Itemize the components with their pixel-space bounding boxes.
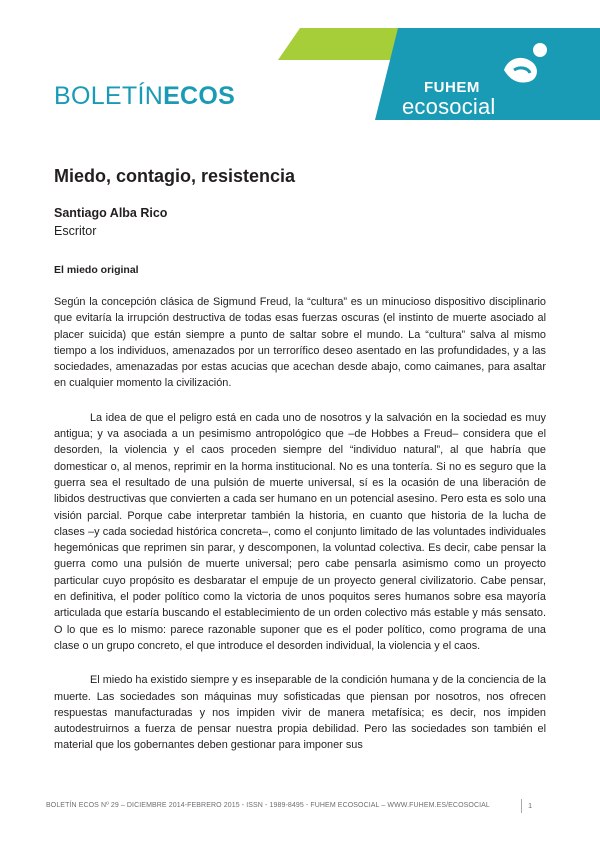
author-name: Santiago Alba Rico — [54, 206, 168, 220]
boletin-ecos-logo — [54, 84, 235, 109]
section-heading: El miedo original — [54, 264, 139, 276]
article-title: Miedo, contagio, resistencia — [54, 166, 296, 186]
body-paragraph: La idea de que el peligro está en cada uno de nosotros y la salvación en la sociedad es muy antigua; y va asociada a un pesimismo antropológico que –de Hobbes a Freud– considera que el desorden, la violencia y el caos proceden siempre del “individuo natural”, al que habría que domesticar o, al menos, reprimir en la horma institucional. No es una tontería. Si no es seguro que la guerra sea el resultado de una pulsión de muerte universal, sí es la ocasión de una liberación de libidos destructivas que convierten a cada ser humano en un potencial asesino. Pero esta es solo una visión parcial. Porque cabe interpretar también la historia, en cuanto que historia de la lucha de clases –y cada sociedad histórica concreta–, como el conjunto limitado de las voluntades individuales hegemónicas que reprimen sin parar, y descomponen, la voluntad colectiva. Es decir, cabe pensar la guerra como una pulsión de muerte universal; pero cabe pensarla asimismo como un proyecto particular cuyo propósito es desbaratar el empuje de un proyecto general civilizatorio. Cabe pensar, en definitiva, el poder político como la victoria de unos poquitos seres humanos sobre esa mayoría articulada que estaría buscando el establecimiento de un orden colectivo más estable y más sensato. O lo que es lo mismo: parece razonable suponer que es el poder político, como programa de una clase o un grupo concreto, el que introduce el desorden individual, la violencia y el caos. — [54, 411, 546, 652]
fuhem-logo-icon — [498, 40, 558, 100]
footer-divider — [521, 799, 522, 813]
logo-ecos-word: ECOS — [163, 82, 236, 110]
page-header — [0, 0, 600, 140]
fuhem-brand-name: FUHEM — [424, 79, 480, 96]
page-number: 1 — [528, 801, 533, 810]
article-body — [54, 294, 546, 772]
logo-boletin-word: BOLETÍN — [54, 82, 164, 110]
body-paragraph: El miedo ha existido siempre y es inseparable de la condición humana y de la conciencia de la muerte. Las sociedades son máquinas muy sofisticadas que piensan por nosotros, nos ofrecen respuestas manufacturadas y nos impiden vivir de manera metafísica; es decir, nos impiden autodestruirnos a fuerza de pensar nuestra propia debilidad. Pero las sociedades son también el material que los gobernantes deben gestionar para imponer sus — [54, 674, 546, 752]
footer-citation: BOLETÍN ECOS Nº 29 – DICIEMBRE 2014-FEBRERO 2015 - ISSN - 1989-8495 - FUHEM ECOSOCIAL – WWW.FUHEM.ES/ECOSOCIAL — [46, 802, 490, 809]
ecosocial-brand-name: ecosocial — [402, 94, 496, 119]
body-paragraph: Según la concepción clásica de Sigmund Freud, la “cultura” es un minucioso dispositivo disciplinario que evitaría la irrupción destructiva de todas esas fuerzas oscuras (el instinto de muerte asociado al placer suicida) que están siempre a punto de saltar sobre el mundo. La “cultura” salva al mismo tiempo a los individuos, amenazados por un terrorífico deseo asentado en las profundidades, y a las sociedades, amenazadas por estas acucias que acechan desde abajo, como caimanes, para asaltar en cualquier momento la civilización. — [54, 296, 546, 390]
author-role: Escritor — [54, 224, 97, 238]
